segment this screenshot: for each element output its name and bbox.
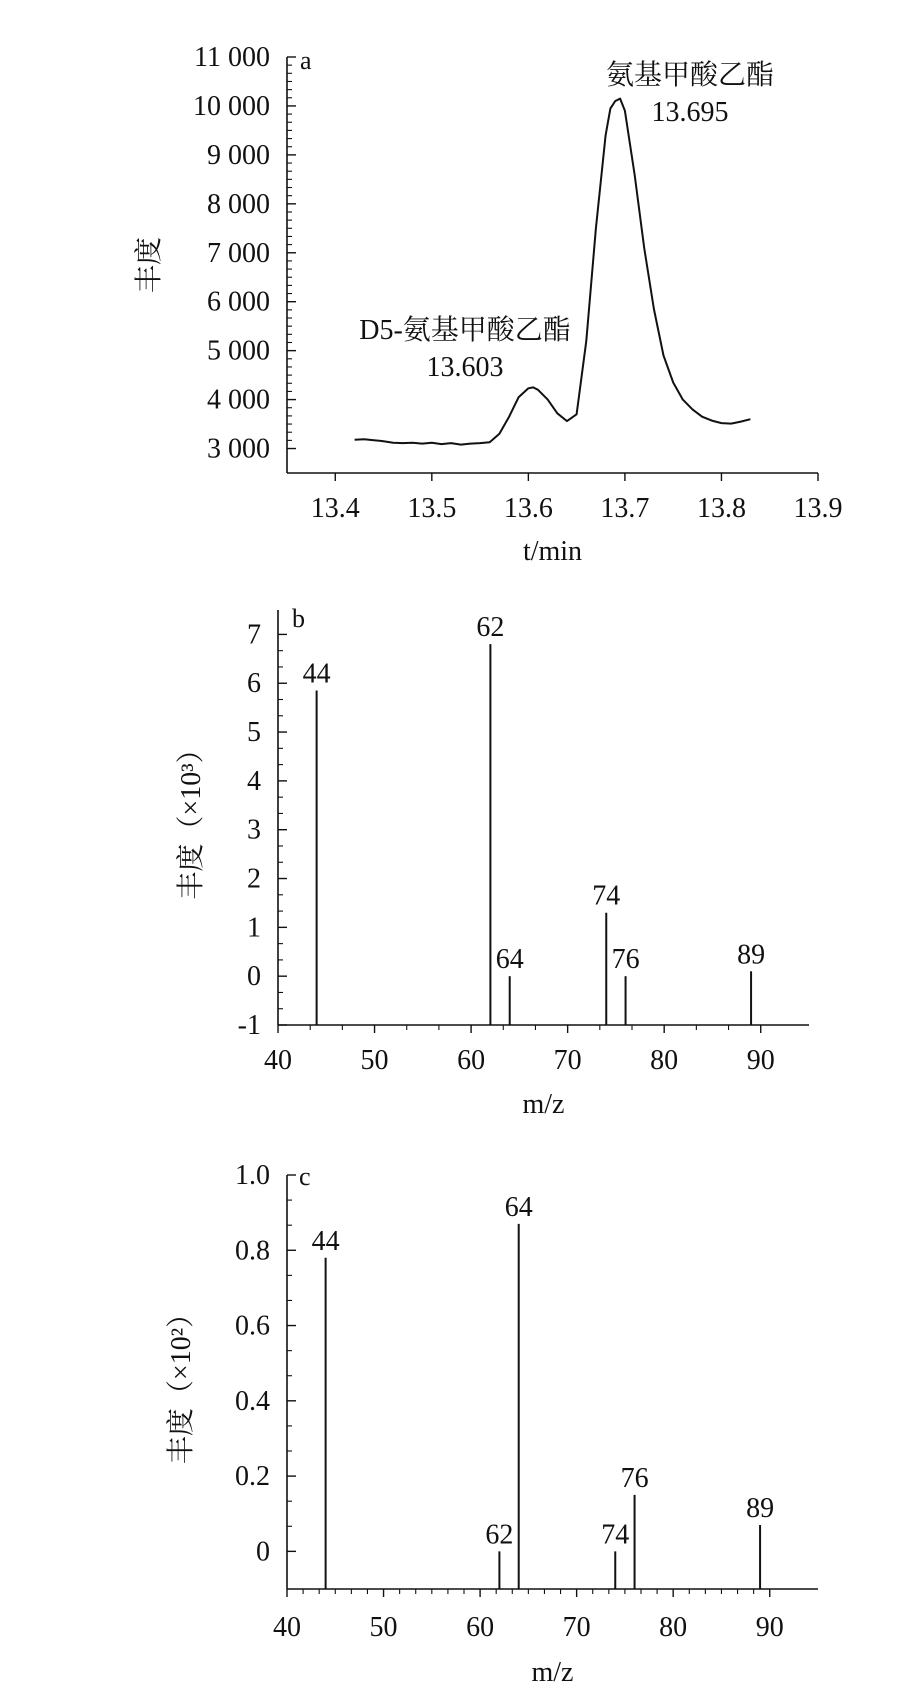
panel-c (165, 1160, 818, 1688)
x-tick-label: 90 (746, 1045, 775, 1076)
x-tick-label: 60 (457, 1045, 486, 1076)
panel-a (133, 42, 843, 567)
y-tick-label: 4 000 (207, 384, 270, 416)
y-tick-label: 6 000 (207, 286, 270, 318)
peak-label: 64 (495, 944, 524, 976)
y-tick-label: 3 (247, 814, 261, 846)
y-tick-label: 2 (247, 863, 261, 895)
peak-label: 76 (611, 944, 640, 976)
y-axis-title: 丰度（×10³） (176, 735, 207, 900)
y-tick-label: 10 000 (193, 90, 270, 122)
x-axis-title: m/z (531, 1657, 574, 1688)
y-tick-label: 6 (247, 668, 261, 700)
x-tick-label: 40 (273, 1612, 301, 1643)
y-tick-label: 5 000 (207, 335, 270, 367)
y-tick-label: 4 (247, 765, 261, 797)
y-tick-label: 1.0 (235, 1160, 270, 1191)
peak-label: 89 (746, 1493, 775, 1525)
chromatogram-line (355, 99, 751, 445)
y-tick-label: 0.2 (235, 1461, 270, 1493)
y-tick-label: 0 (247, 961, 261, 993)
peak-label: 44 (311, 1225, 340, 1257)
x-tick-label: 13.4 (310, 493, 360, 524)
y-axis-title: 丰度 (134, 236, 165, 294)
x-tick-label: 13.7 (600, 493, 650, 524)
x-tick-label: 13.6 (503, 493, 553, 524)
y-tick-label: -1 (237, 1010, 261, 1041)
peak-label: 62 (476, 612, 505, 644)
y-tick-label: 7 000 (207, 237, 270, 269)
y-tick-label: 8 000 (207, 188, 270, 220)
peak-label: 64 (504, 1191, 533, 1223)
peak-label: 76 (620, 1462, 649, 1494)
x-tick-label: 70 (562, 1612, 591, 1643)
y-tick-label: 0.4 (235, 1385, 270, 1417)
peak-annotation-rt: 13.603 (426, 352, 504, 383)
x-tick-label: 80 (650, 1045, 679, 1076)
x-tick-label: 50 (360, 1045, 389, 1076)
peak-label: 74 (601, 1519, 630, 1551)
panel-letter: a (300, 46, 312, 75)
y-tick-label: 11 000 (194, 42, 270, 73)
y-tick-label: 5 (247, 717, 261, 749)
y-tick-label: 0 (256, 1536, 270, 1568)
x-tick-label: 90 (755, 1612, 784, 1643)
peak-annotation-rt: 13.695 (651, 97, 729, 128)
x-tick-label: 13.8 (696, 493, 746, 524)
y-axis-title: 丰度（×10²） (166, 1299, 197, 1465)
panel-letter: b (292, 604, 305, 633)
peak-label: 44 (302, 658, 331, 690)
peak-annotation-name: D5-氨基甲酸乙酯 (359, 315, 571, 346)
peak-label: 62 (485, 1519, 514, 1551)
x-axis-title: t/min (522, 536, 583, 567)
x-tick-label: 40 (264, 1045, 292, 1076)
peak-annotation-name: 氨基甲酸乙酯 (605, 60, 775, 91)
x-tick-label: 80 (659, 1612, 688, 1643)
x-tick-label: 50 (369, 1612, 398, 1643)
y-tick-label: 1 (247, 912, 261, 944)
x-axis-title: m/z (522, 1089, 565, 1120)
x-tick-label: 70 (553, 1045, 582, 1076)
panel-b (175, 604, 809, 1120)
peak-label: 74 (592, 880, 621, 912)
y-tick-label: 7 (247, 619, 261, 651)
peak-label: 89 (737, 939, 766, 971)
x-tick-label: 13.5 (407, 493, 457, 524)
panel-letter: c (299, 1162, 311, 1191)
y-tick-label: 9 000 (207, 139, 270, 171)
x-tick-label: 13.9 (793, 493, 843, 524)
y-tick-label: 0.8 (235, 1235, 270, 1267)
y-tick-label: 3 000 (207, 433, 270, 465)
y-tick-label: 0.6 (235, 1310, 270, 1342)
x-tick-label: 60 (466, 1612, 495, 1643)
